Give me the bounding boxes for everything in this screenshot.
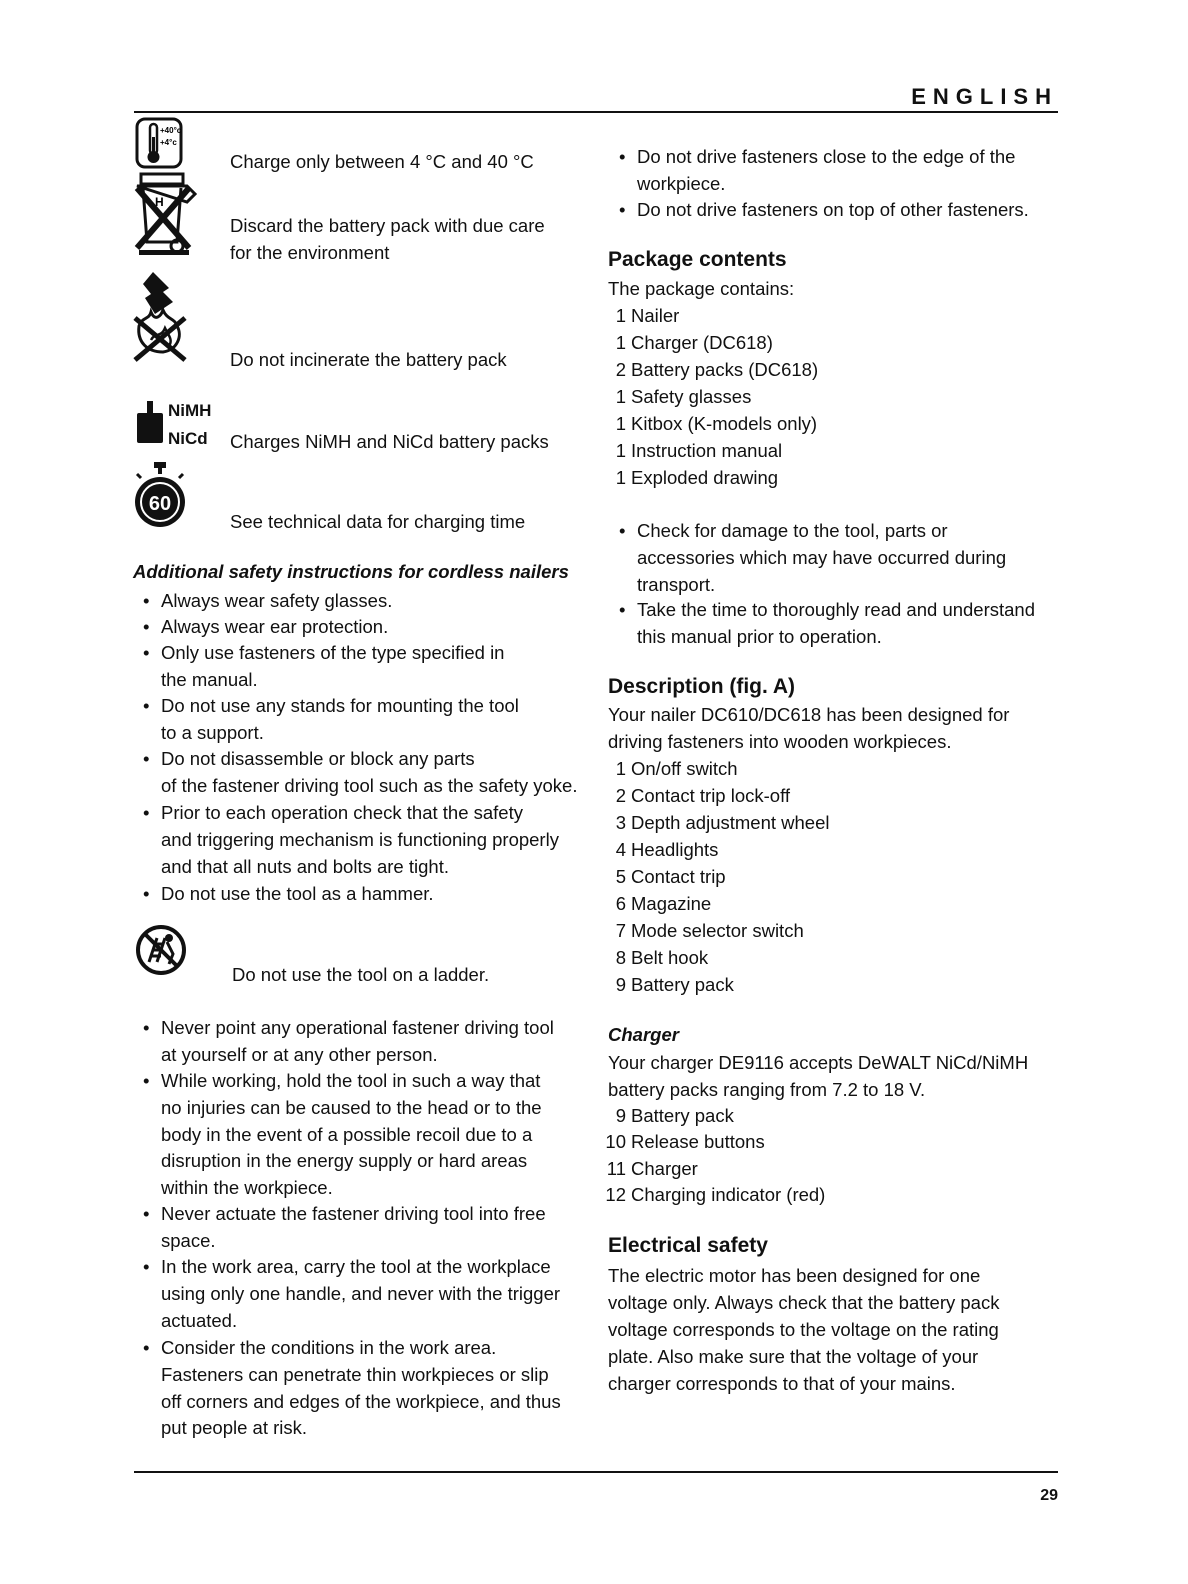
description-item: 8 Belt hook [615, 947, 709, 968]
battery-label-top: NiMH [168, 401, 212, 420]
svg-text:+4°c: +4°c [160, 138, 177, 147]
electrical-line: voltage only. Always check that the battery pack [608, 1292, 1000, 1313]
description-item: 7 Mode selector switch [615, 920, 804, 941]
package-item: 2 Battery packs (DC618) [615, 359, 819, 380]
package-intro: The package contains: [608, 278, 795, 299]
electrical-line: The electric motor has been designed for one [608, 1265, 981, 1286]
svg-text:+40°c: +40°c [160, 126, 182, 135]
electrical-line: voltage corresponds to the voltage on the rating [608, 1319, 999, 1340]
package-item: 1 Instruction manual [615, 440, 783, 461]
package-item: 1 Kitbox (K-models only) [615, 413, 818, 434]
svg-text:H: H [155, 195, 164, 209]
package-item: 1 Nailer [615, 305, 680, 326]
icon-text-no-incinerate: Do not incinerate the battery pack [230, 349, 507, 370]
description-item: 1 On/off switch [615, 758, 738, 779]
icon-text-charging-time: See technical data for charging time [230, 511, 526, 532]
package-heading: Package contents [608, 248, 787, 271]
charger-item: 10 Release buttons [605, 1131, 765, 1152]
battery-label-bottom: NiCd [168, 429, 208, 448]
icon-text-discard-2: for the environment [230, 242, 390, 263]
charger-line: Your charger DE9116 accepts DeWALT NiCd/NiMH [608, 1052, 1029, 1073]
electrical-heading: Electrical safety [608, 1234, 768, 1257]
charger-item: 12 Charging indicator (red) [605, 1184, 826, 1205]
charger-line: battery packs ranging from 7.2 to 18 V. [608, 1079, 926, 1100]
icon-text-charge-range: Charge only between 4 °C and 40 °C [230, 151, 534, 172]
electrical-line: charger corresponds to that of your mains. [608, 1373, 956, 1394]
timer-60-icon [133, 460, 187, 535]
page-number: 29 [1040, 1487, 1058, 1504]
description-item: 5 Contact trip [615, 866, 726, 887]
crossed-bin-icon [133, 172, 199, 261]
icon-text-battery-types: Charges NiMH and NiCd battery packs [230, 431, 549, 452]
description-item: 3 Depth adjustment wheel [615, 812, 830, 833]
timer-label: 60 [148, 493, 172, 515]
package-item: 1 Charger (DC618) [615, 332, 773, 353]
description-line: driving fasteners into wooden workpieces. [608, 731, 952, 752]
electrical-line: plate. Also make sure that the voltage of your [608, 1346, 979, 1367]
description-heading: Description (fig. A) [608, 675, 796, 698]
ladder-text: Do not use the tool on a ladder. [232, 964, 490, 985]
charger-item: 11 Charger [606, 1158, 698, 1179]
icon-text-discard-1: Discard the battery pack with due care [230, 215, 545, 236]
description-item: 2 Contact trip lock-off [615, 785, 791, 806]
no-ladder-icon [135, 924, 187, 981]
thermometer-icon [135, 117, 183, 174]
description-item: 4 Headlights [615, 839, 719, 860]
battery-type-icon [135, 399, 163, 450]
package-item: 1 Safety glasses [615, 386, 752, 407]
no-incinerate-icon [133, 270, 193, 371]
description-line: Your nailer DC610/DC618 has been designed for [608, 704, 1010, 725]
package-item: 1 Exploded drawing [615, 467, 779, 488]
top-rule [134, 111, 1058, 113]
description-item: 9 Battery pack [615, 974, 734, 995]
description-item: 6 Magazine [615, 893, 712, 914]
charger-heading: Charger [608, 1024, 679, 1045]
charger-item: 9 Battery pack [615, 1105, 734, 1126]
header-language: ENGLISH [911, 84, 1058, 109]
safety-heading: Additional safety instructions for cordless nailers [133, 561, 569, 582]
bottom-rule [134, 1471, 1058, 1473]
